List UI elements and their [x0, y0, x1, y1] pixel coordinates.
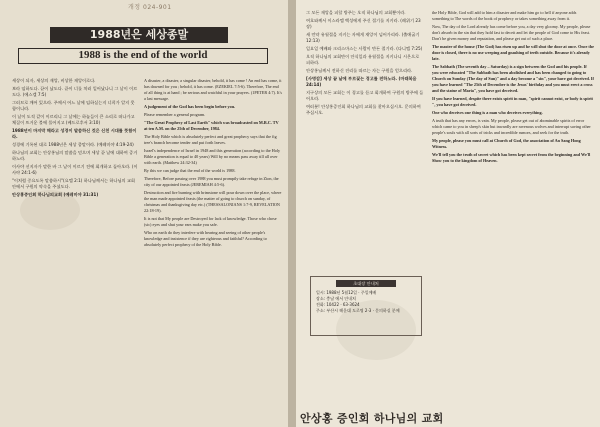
english-paragraph: A disaster, a disaster, a singular disaster, behold, it has come ! An end has come, it has dawned for you ; behold, it has come. (EZEKIEL 7:5-6). Therefore, The end of all thing is at hand ; be serious and watchful in your prayers. (1PETER 4:7). It's a last message. — [144, 78, 282, 101]
contact-box — [310, 276, 422, 336]
left-leaflet-page — [0, 0, 288, 427]
korean-text-column-right — [306, 10, 424, 250]
english-paragraph: If you have learned, despite there exists spirit in man, "spirit cannot exist, or body is spirit ", you have got deceived. — [432, 96, 593, 107]
stamp-number: 개정 024-901 — [128, 4, 172, 11]
contact-line: 장소: 충남 에서 안내처 — [316, 296, 356, 301]
korean-paragraph: 여호와께서 이스라엘 백성에게 주신 절기를 지키라. (레위기 23장) — [306, 18, 421, 29]
english-paragraph: "The Great Prophecy of Last Earth" which was broadcasted on M.B.C. TV at ten A.M. on the 25th of December, 1984. — [144, 120, 279, 131]
english-paragraph: The Sabbath (The seventh day – Saturday) is a sign between the God and his people. If you were educated "The Sabbath has been abolished and has been changed to going to Church on Sunday (The day of Sun)" and a day become a "sin", your have got deceived. If you have learned "The 25th of December is the Jesus' birthday and you must erect a cross and the statue of Maria", you have got deceived. — [432, 64, 594, 93]
english-paragraph: Destruction and fire burning with brimstone will pour down over the place, where the man made appointed feasts (the matter of going to church on sunday, of christmas and thanksgiving day etc.) (THESSALONIANS 1:7-9, REVELATION 22:18-19). — [144, 190, 282, 213]
korean-paragraph: 오직 하나님의 교회만이 안식일과 유월절을 지키나니 시온으로 피하라. — [306, 54, 420, 65]
korean-paragraph: 그러므로 깨어 있으라. 주께서 어느 날에 임하실는지 너희가 알지 못함이니라. — [12, 100, 135, 111]
english-paragraph: Therefore, Before passing over 1988 you must promptly take refuge in Zion, the city of our appointed feasts (JEREMIAH 4:5-6). — [144, 176, 279, 187]
church-name: 안상홍 증인회 하나님의 교회 — [300, 412, 444, 425]
english-paragraph: Please remember a general program. — [144, 112, 206, 117]
contact-line: 주소: 부산시 해운대 도로명 2·3 · 문의하실 분께 — [316, 308, 400, 313]
korean-text-column — [12, 78, 138, 418]
korean-paragraph: 일요일 예배와 크리스마스는 사람이 만든 절기라. (다니엘 7:25) — [306, 46, 423, 51]
english-paragraph: A truth that has any errors, is vain. My people, please get out of abominable spirits of error which came to you in sheep's skin but inwardly are ravenous wolves and interrupt saving other people's souls with all sorts of tricks and incredible rumors, and seek for the truth. — [432, 118, 591, 135]
korean-paragraph: 안상홍증인회 하나님의교회 (예레미야 31:31) — [12, 192, 99, 197]
english-paragraph: Israel's independence of Israel in 1948 and this generation (according to the Holy Bible a generation is equal to 40 years) Will by no means pass away till all over with earth. (Matthew 24:32-34) — [144, 148, 281, 165]
korean-paragraph: 1988년이 마지막 해라고 성경이 말씀하신 것은 신천 시대를 뜻함이라. — [12, 128, 137, 139]
english-text-column — [144, 78, 282, 418]
title-english: 1988 is the end of the world — [18, 48, 268, 64]
english-paragraph: The Holy Bible which is absolutely perfect and great prophecy says that the fig tree's branch become tender and put forth leaves. — [144, 134, 277, 145]
korean-paragraph: 성경에 기록된 대로 1988년은 세상 종말이라. (예레미야 4:19-24) — [12, 142, 134, 147]
page-gutter — [288, 0, 296, 427]
contact-line: 전화: 10422 · 63-3624 — [316, 302, 360, 307]
english-paragraph: We'll tell you the truth of secret which has been kept secret from the beginning and We'll Show you to the kingdom of Heaven. — [432, 152, 591, 163]
korean-paragraph: 보라 임하도다. 끝이 났도다. 끝이 너를 치러 일어났나니 그 날이 이르도다. (에스겔 7:5) — [12, 86, 138, 97]
english-paragraph: It is not that My people are Destroyed for lack of knowledge. Those who chose (sic) eyes and shut your ears make you safe. — [144, 216, 277, 227]
english-paragraph: Now, The day of the Lord already has come before you, a day very gloomy. My people, please don't absorb in the sin that they hold fast to deceit and let the people of God come to His feast. Don't be given money and reputation, and please get out of such a place. — [432, 24, 591, 41]
korean-paragraph: 하나님의 교회는 안상홍님의 말씀을 믿으며 세상 끝 날에 대하여 증거하노라. — [12, 150, 138, 161]
english-paragraph: One who deceives one thing is a man who deceives everything. — [432, 110, 543, 115]
english-paragraph: The master of the house (The God) has risen up and he will shut the door at once. Once the door is closed, there is no use weeping and gnashing of teeth outside. Because it's already late. — [432, 44, 594, 61]
korean-paragraph: 여러분! 안상홍증인회 하나님의 교회를 찾아오십시오. 문의하여 주십시오. — [306, 104, 421, 115]
contact-title: 초대장 안내처 — [336, 280, 396, 287]
english-paragraph: By this we can judge that the end of the world is 1988. — [144, 168, 236, 173]
korean-paragraph: 지구상의 모든 교회는 이 경고를 듣고 회개하여 구원의 방주에 들어오라. — [306, 90, 424, 101]
english-text-column-right — [432, 10, 594, 420]
korean-paragraph: 안상홍님께서 전하신 진리를 따르는 자는 구원을 얻으리라. — [306, 68, 413, 73]
korean-paragraph: 세상이 되자, 세상의 재앙, 비상한 재앙이로다. — [12, 78, 96, 83]
korean-paragraph: 새 언약 유월절을 지키는 자에게 재앙이 넘어가리라. (출애굽기 12:13) — [306, 32, 420, 43]
english-paragraph: A judgement of the God has been begin before you. — [144, 104, 236, 109]
korean-paragraph: [사명감] 세상 끝 날에 부르짖는 경고를 전하노라. (마태복음 24:14) — [306, 76, 417, 87]
title-korean: 1988년은 세상종말 — [50, 27, 228, 43]
english-paragraph: the Holy Bible, God will add to him a disaster and make him go to hell if anyone adds something to The words of the book of prophecy or takes something away from it. — [432, 10, 577, 21]
english-paragraph: Who on earth do they interfere with hearing and seeing of other people's knowledge and insistence if they are righteous and faithful? According to absolutely perfect prophecy of the Holy Bible. — [144, 230, 267, 247]
contact-line: 일시: 1988년 5월12일 · 주일예배 — [316, 290, 377, 295]
korean-paragraph: 그 모든 재앙을 피할 방주는 오직 하나님의 교회뿐이라. — [306, 10, 406, 15]
korean-paragraph: 이사야 선지자가 말한 바 그 날이 이르기 전에 회개하고 돌아오라. (이사야 24:1-6) — [12, 164, 138, 175]
korean-paragraph: "이처럼 중요도록 말씀하시"(요엘 2:1) 하나님께서는 하나님의 교회 안에서 구원의 약속을 주셨도다. — [12, 178, 135, 189]
korean-paragraph: 이 날이 도적 같이 이르리니 그 날에는 하늘들이 큰 소리로 떠나가고 체질이 뜨거운 불에 풀어지고 (베드로후서 3:10) — [12, 114, 135, 125]
english-paragraph: My people, please you must call at Church of God, the association of An Sang Hong Witness. — [432, 138, 581, 149]
